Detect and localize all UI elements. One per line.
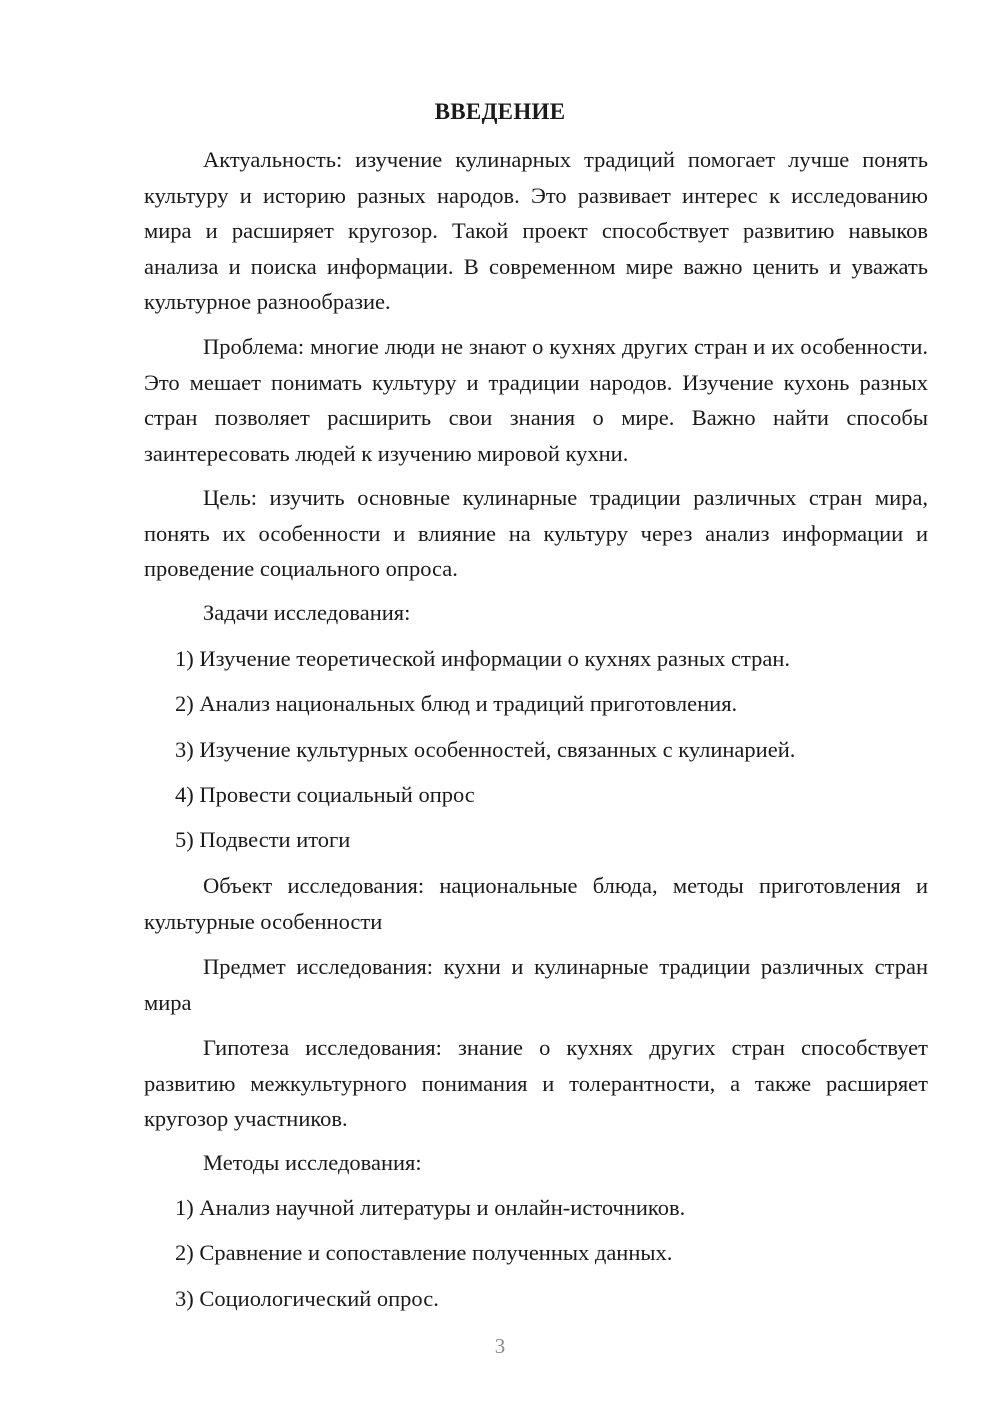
list-item: 2) Анализ национальных блюд и традиций приготовления. bbox=[175, 691, 738, 716]
page-number: 3 bbox=[494, 1334, 506, 1358]
list-item: 4) Провести социальный опрос bbox=[175, 782, 475, 807]
methods-heading: Методы исследования: bbox=[203, 1150, 422, 1175]
list-item: 1) Изучение теоретической информации о кухнях разных стран. bbox=[175, 646, 791, 671]
list-item: 3) Изучение культурных особенностей, связанных с кулинарией. bbox=[175, 737, 796, 762]
page-title: ВВЕДЕНИЕ bbox=[434, 99, 566, 124]
list-item: 3) Социологический опрос. bbox=[175, 1286, 439, 1311]
list-item: 2) Сравнение и сопоставление полученных данных. bbox=[175, 1240, 673, 1265]
problem-paragraph: Проблема: многие люди не знают о кухнях других стран и их особенности. Это мешает понимать культуру и традиции народов. Изучение кухонь разных стран позволяет расширить свои знания о мире. Важно найти способы заинтересовать людей к изучению мировой кухни. bbox=[144, 334, 928, 466]
goal-paragraph: Цель: изучить основные кулинарные традиции различных стран мира, понять их особенности и влияние на культуру через анализ информации и проведение социального опроса. bbox=[144, 485, 928, 581]
subject-paragraph: Предмет исследования: кухни и кулинарные традиции различных стран мира bbox=[144, 954, 928, 1015]
list-item: 5) Подвести итоги bbox=[175, 827, 351, 852]
list-item: 1) Анализ научной литературы и онлайн-источников. bbox=[175, 1195, 686, 1220]
tasks-heading: Задачи исследования: bbox=[203, 600, 411, 625]
object-paragraph: Объект исследования: национальные блюда, методы приготовления и культурные особенности bbox=[144, 873, 928, 934]
relevance-paragraph: Актуальность: изучение кулинарных традиций помогает лучше понять культуру и историю разных народов. Это развивает интерес к исследованию мира и расширяет кругозор. Такой проект способствует развитию навыков анализа и поиска информации. В современном мире важно ценить и уважать культурное разнообразие. bbox=[144, 147, 928, 314]
hypothesis-paragraph: Гипотеза исследования: знание о кухнях других стран способствует развитию межкультурного понимания и толерантности, а также расширяет кругозор участников. bbox=[144, 1035, 928, 1131]
